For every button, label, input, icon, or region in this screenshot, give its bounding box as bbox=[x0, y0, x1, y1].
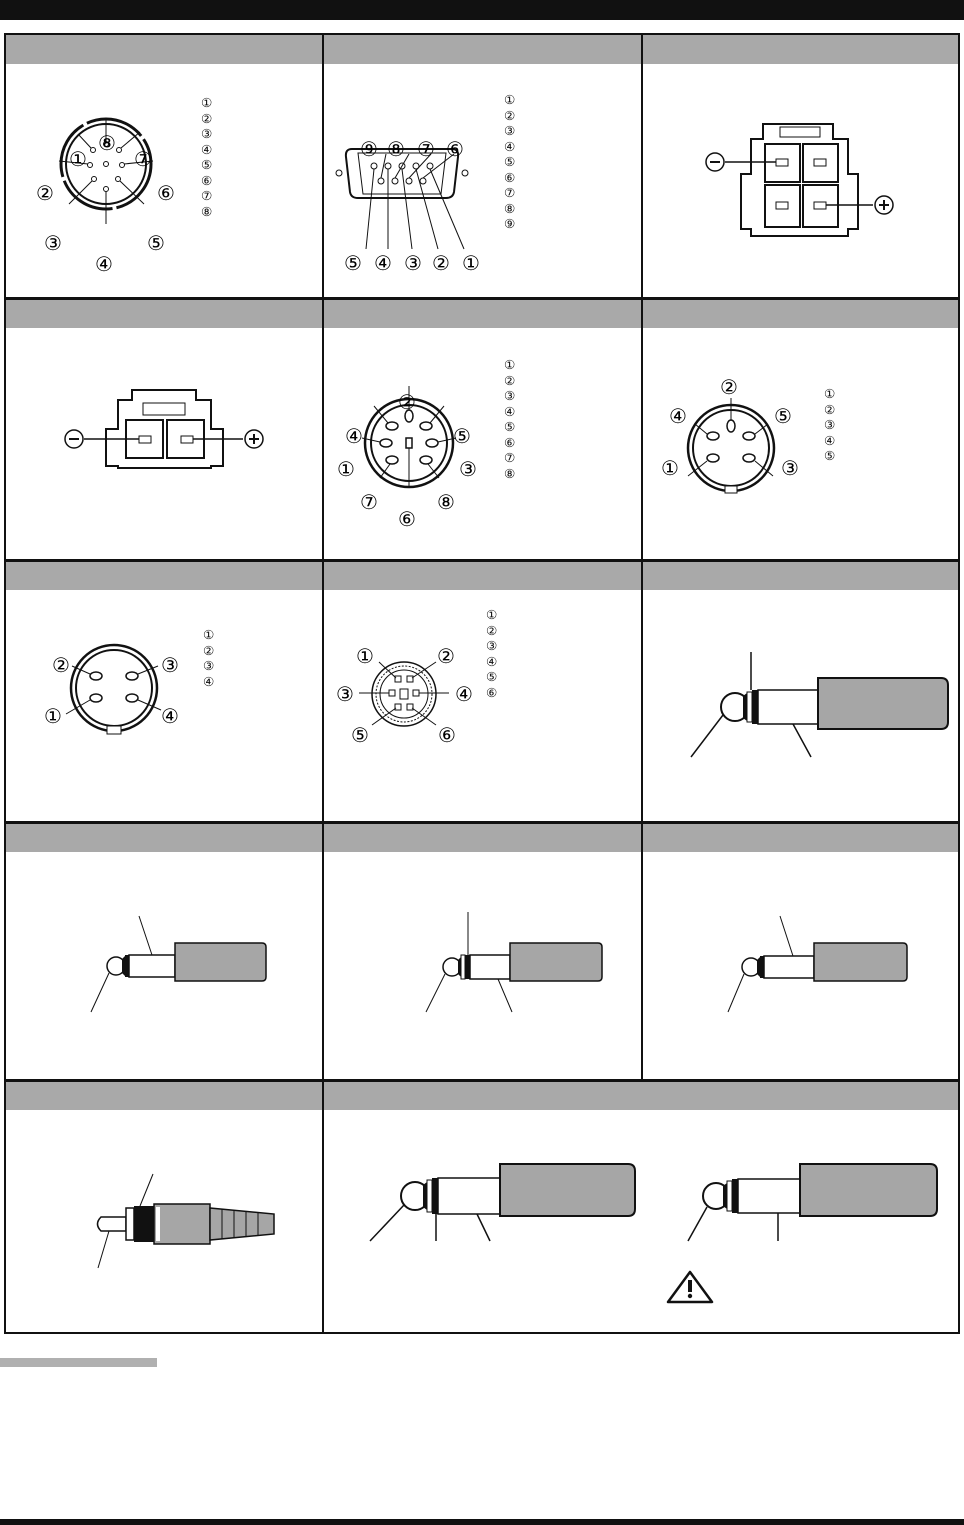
pin-item: ⑤ bbox=[486, 669, 498, 684]
pin-label: ⑦ bbox=[360, 490, 378, 514]
mini-din6-diagram bbox=[324, 590, 643, 821]
pin-item: ① bbox=[203, 627, 215, 642]
pin-item: ③ bbox=[504, 123, 516, 138]
cell-header bbox=[6, 561, 324, 590]
pin-label: ④ bbox=[455, 682, 473, 706]
pin-item: ④ bbox=[201, 141, 213, 157]
pin-label: ④ bbox=[345, 424, 363, 448]
pin-item: ⑤ bbox=[824, 448, 836, 463]
mono-phone-plug-diagram bbox=[643, 852, 958, 1079]
pin-label: ② bbox=[432, 251, 450, 275]
pin-item: ③ bbox=[201, 126, 213, 141]
pin-label: ② bbox=[720, 375, 738, 399]
pin-item: ④ bbox=[504, 403, 516, 419]
pin-label: ① bbox=[44, 704, 62, 728]
pin-label: ③ bbox=[44, 231, 62, 255]
pin-item: ⑥ bbox=[201, 172, 213, 188]
cell-header bbox=[643, 35, 958, 64]
grid-line bbox=[6, 1079, 958, 1082]
stereo-phone-plug-small-diagram bbox=[324, 852, 643, 1079]
pin-label: ④ bbox=[95, 252, 113, 276]
pin-item: ⑥ bbox=[486, 684, 498, 700]
pin-label: ① bbox=[69, 147, 87, 171]
cell-mono-plug-2 bbox=[643, 823, 958, 1079]
pin-label: ⑦ bbox=[417, 137, 435, 161]
pin-label: ⑨ bbox=[360, 137, 378, 161]
pin-item: ⑨ bbox=[504, 216, 516, 231]
pin-item: ③ bbox=[203, 658, 215, 673]
grid-line bbox=[641, 35, 643, 1081]
stereo-plug-pair-diagram bbox=[324, 1110, 958, 1332]
stereo-plug-left bbox=[370, 1164, 635, 1241]
cell-header bbox=[324, 1081, 958, 1110]
pin-item: ⑦ bbox=[504, 450, 516, 465]
pin-item: ⑥ bbox=[504, 434, 516, 450]
pin-item: ② bbox=[504, 107, 516, 123]
pin-label: ③ bbox=[336, 682, 354, 706]
stereo-phone-plug-diagram bbox=[643, 590, 958, 821]
cell-din8 bbox=[324, 299, 643, 559]
dc-power-4pin-diagram bbox=[643, 64, 958, 297]
cell-din4 bbox=[6, 561, 324, 821]
pin-item: ③ bbox=[504, 388, 516, 403]
pin-label: ⑥ bbox=[438, 723, 456, 747]
cell-dc-4pin bbox=[643, 35, 958, 297]
pin-list bbox=[824, 386, 835, 464]
pin-label: ⑥ bbox=[157, 181, 175, 205]
cell-header bbox=[6, 35, 324, 64]
pin-list bbox=[504, 92, 515, 232]
pin-item: ② bbox=[824, 401, 836, 417]
cell-stereo-plug-large bbox=[643, 561, 958, 821]
pin-label: ④ bbox=[374, 251, 392, 275]
pin-item: ② bbox=[203, 642, 215, 658]
pin-label: ⑧ bbox=[98, 131, 116, 155]
pin-list bbox=[486, 607, 497, 700]
cell-header bbox=[6, 823, 324, 852]
pin-label: ⑥ bbox=[446, 137, 464, 161]
pin-item: ⑤ bbox=[504, 154, 516, 169]
pin-label: ⑤ bbox=[344, 251, 362, 275]
pin-label: ① bbox=[661, 456, 679, 480]
din4-diagram bbox=[6, 590, 324, 821]
cell-dc-2pin bbox=[6, 299, 324, 559]
pin-label: ⑧ bbox=[437, 490, 455, 514]
grid-line bbox=[6, 821, 958, 824]
pin-label: ① bbox=[356, 644, 374, 668]
cell-header bbox=[643, 561, 958, 590]
cell-din5 bbox=[643, 299, 958, 559]
pin-item: ② bbox=[504, 372, 516, 388]
stereo-plug-right bbox=[688, 1164, 937, 1241]
pin-label: ① bbox=[337, 457, 355, 481]
pin-list bbox=[504, 357, 515, 481]
dsub9-connector-diagram bbox=[324, 64, 643, 297]
pin-list bbox=[203, 627, 214, 689]
pin-item: ③ bbox=[486, 638, 498, 653]
dc-power-2pin-diagram bbox=[6, 328, 324, 559]
mono-phone-plug-diagram bbox=[6, 852, 324, 1079]
pin-item: ④ bbox=[824, 432, 836, 448]
pin-item: ③ bbox=[824, 417, 836, 432]
pin-label: ⑥ bbox=[398, 507, 416, 531]
pin-label: ④ bbox=[161, 704, 179, 728]
pin-label: ③ bbox=[781, 456, 799, 480]
connector-table bbox=[4, 33, 960, 1334]
pin-item: ① bbox=[486, 607, 498, 622]
pin-item: ② bbox=[201, 110, 213, 126]
grid-line bbox=[6, 297, 958, 300]
pin-label: ③ bbox=[404, 251, 422, 275]
pin-label: ① bbox=[462, 251, 480, 275]
cell-rca-plug bbox=[6, 1081, 324, 1332]
pin-label: ⑤ bbox=[351, 723, 369, 747]
pin-label: ⑤ bbox=[774, 404, 792, 428]
pin-label: ⑧ bbox=[387, 137, 405, 161]
din5-diagram bbox=[643, 328, 958, 559]
grid-line bbox=[6, 559, 958, 562]
cell-mini-din6 bbox=[324, 561, 643, 821]
pin-item: ⑦ bbox=[504, 185, 516, 200]
cell-header bbox=[324, 561, 643, 590]
cell-header bbox=[324, 35, 643, 64]
top-bar bbox=[0, 0, 964, 20]
note-heading-bar bbox=[0, 1358, 157, 1367]
din8-large-diagram bbox=[324, 328, 643, 559]
pin-label: ② bbox=[398, 390, 416, 414]
cell-header bbox=[643, 823, 958, 852]
pin-item: ⑥ bbox=[504, 169, 516, 185]
pin-item: ④ bbox=[486, 653, 498, 669]
pin-item: ⑧ bbox=[504, 200, 516, 216]
cell-stereo-plugs-pair bbox=[324, 1081, 958, 1332]
pin-item: ⑤ bbox=[201, 157, 213, 172]
pin-list bbox=[201, 95, 212, 219]
cell-acc-8pin bbox=[6, 35, 324, 297]
pin-item: ① bbox=[504, 92, 516, 107]
grid-line bbox=[322, 35, 324, 1332]
cell-header bbox=[324, 299, 643, 328]
pin-label: ② bbox=[437, 644, 455, 668]
pin-item: ① bbox=[201, 95, 213, 110]
pin-item: ⑤ bbox=[504, 419, 516, 434]
cell-dsub9 bbox=[324, 35, 643, 297]
pin-item: ⑧ bbox=[201, 203, 213, 219]
pin-item: ④ bbox=[203, 673, 215, 689]
pin-item: ② bbox=[486, 622, 498, 638]
cell-mono-plug-1 bbox=[6, 823, 324, 1079]
pin-label: ⑤ bbox=[147, 231, 165, 255]
pin-item: ① bbox=[504, 357, 516, 372]
cell-stereo-plug-1 bbox=[324, 823, 643, 1079]
cell-header bbox=[6, 1081, 324, 1110]
pin-label: ④ bbox=[669, 404, 687, 428]
pin-item: ⑦ bbox=[201, 188, 213, 203]
bottom-bar bbox=[0, 1519, 964, 1525]
pin-label: ③ bbox=[459, 457, 477, 481]
pin-label: ⑦ bbox=[134, 147, 152, 171]
pin-label: ② bbox=[52, 653, 70, 677]
pin-label: ② bbox=[36, 181, 54, 205]
cell-header bbox=[643, 299, 958, 328]
pin-item: ⑧ bbox=[504, 465, 516, 481]
cell-header bbox=[6, 299, 324, 328]
pin-item: ④ bbox=[504, 138, 516, 154]
pin-item: ① bbox=[824, 386, 836, 401]
pin-label: ⑤ bbox=[453, 424, 471, 448]
warning-triangle-icon bbox=[668, 1272, 712, 1302]
rca-plug-diagram bbox=[6, 1110, 324, 1332]
din8-connector-diagram bbox=[6, 64, 324, 297]
cell-header bbox=[324, 823, 643, 852]
pin-label: ③ bbox=[161, 653, 179, 677]
